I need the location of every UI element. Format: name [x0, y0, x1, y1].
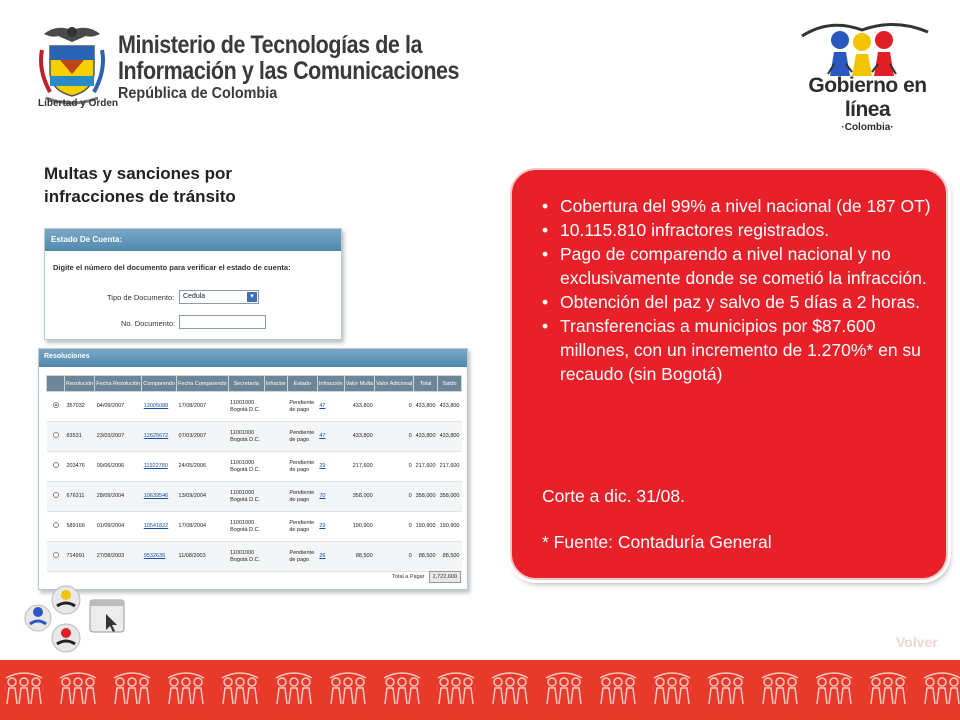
cell-fecha-comparendo: 17/08/2007: [177, 392, 229, 422]
cell-infractor: [264, 452, 287, 482]
cell-fecha-comparendo: 13/09/2004: [177, 482, 229, 512]
cell-valor-multa: 190,900: [344, 512, 374, 542]
no-documento-input[interactable]: [179, 315, 266, 329]
cell-estado: Pendiente de pago: [287, 392, 317, 422]
cell-comparendo-link[interactable]: 13005088: [142, 392, 177, 422]
cell-estado: Pendiente de pago: [287, 512, 317, 542]
row-radio[interactable]: [53, 432, 59, 438]
table-row[interactable]: [47, 422, 462, 452]
row-radio[interactable]: [53, 492, 59, 498]
cell-resolucion: 203476: [65, 452, 95, 482]
gel-line1: Gobierno en línea: [808, 74, 927, 121]
no-documento-label: No. Documento:: [121, 319, 176, 328]
resoluciones-table: [46, 375, 462, 572]
tipo-documento-select[interactable]: [179, 290, 259, 304]
highlights-list: [542, 194, 937, 386]
total-a-pagar: [392, 571, 461, 583]
column-header: Saldo: [438, 376, 462, 392]
cell-total: 88,500: [414, 542, 438, 572]
column-header: Valor Adicional: [375, 376, 414, 392]
total-value: 1,722,600: [429, 571, 461, 583]
cell-saldo: 88,500: [438, 542, 462, 572]
cell-valor-multa: 358,000: [344, 482, 374, 512]
cell-estado: Pendiente de pago: [287, 452, 317, 482]
row-radio[interactable]: [53, 462, 59, 468]
cell-valor-adicional: 0: [375, 392, 414, 422]
citizen-red-icon: [52, 624, 80, 652]
cell-valor-adicional: 0: [375, 452, 414, 482]
gobierno-en-linea-text: [800, 74, 935, 133]
cell-resolucion: 589166: [65, 512, 95, 542]
cell-comparendo-link[interactable]: 12625672: [142, 422, 177, 452]
cell-valor-multa: 217,600: [344, 452, 374, 482]
row-radio[interactable]: [53, 552, 59, 558]
column-header: Total: [414, 376, 438, 392]
table-row[interactable]: [47, 392, 462, 422]
estado-panel-header: Estado De Cuenta:: [45, 229, 341, 251]
cell-saldo: 217,600: [438, 452, 462, 482]
cell-comparendo-link[interactable]: 11922780: [142, 452, 177, 482]
volver-link[interactable]: Volver: [896, 634, 938, 650]
cell-secretaria: 11001000 Bogotá D.C.: [228, 482, 264, 512]
cell-valor-multa: 433,800: [344, 392, 374, 422]
column-header: Infractor: [264, 376, 287, 392]
cell-infraccion-link[interactable]: 29: [317, 512, 344, 542]
chevron-down-icon[interactable]: ▾: [247, 292, 257, 302]
cell-fecha-comparendo: 11/08/2003: [177, 542, 229, 572]
cell-fecha-resolucion: 01/09/2004: [95, 512, 142, 542]
cell-infractor: [264, 422, 287, 452]
cell-secretaria: 11001000 Bogotá D.C.: [228, 392, 264, 422]
cell-infraccion-link[interactable]: 26: [317, 542, 344, 572]
cell-fecha-resolucion: 09/06/2006: [95, 452, 142, 482]
cell-secretaria: 11001000 Bogotá D.C.: [228, 452, 264, 482]
table-row[interactable]: [47, 482, 462, 512]
cell-comparendo-link[interactable]: 9532636: [142, 542, 177, 572]
cell-fecha-comparendo: 07/03/2007: [177, 422, 229, 452]
page-title: [44, 162, 236, 208]
cell-saldo: 190,900: [438, 512, 462, 542]
cell-saldo: 358,000: [438, 482, 462, 512]
cell-saldo: 433,800: [438, 422, 462, 452]
column-header: Fecha Comparendo: [177, 376, 229, 392]
citizen-yellow-icon: [52, 586, 80, 614]
cell-secretaria: 11001000 Bogotá D.C.: [228, 512, 264, 542]
cell-valor-adicional: 0: [375, 512, 414, 542]
resoluciones-panel: [38, 348, 468, 590]
cell-estado: Pendiente de pago: [287, 542, 317, 572]
cell-fecha-resolucion: 23/03/2007: [95, 422, 142, 452]
highlight-item: • Obtención del paz y salvo de 5 días a 2 horas.: [542, 290, 937, 314]
source-note: * Fuente: Contaduría General: [542, 532, 772, 552]
resoluciones-header: Resoluciones: [39, 349, 467, 367]
page-title-line1: Multas y sanciones por: [44, 164, 232, 183]
cell-total: 433,800: [414, 422, 438, 452]
total-label: Total a Pagar: [392, 574, 425, 580]
ministry-title: [118, 32, 515, 104]
ministry-line1: Ministerio de Tecnologías de la: [118, 31, 423, 59]
citizen-blue-icon: [25, 605, 51, 631]
cell-total: 358,000: [414, 482, 438, 512]
cell-total: 190,900: [414, 512, 438, 542]
cell-total: 433,800: [414, 392, 438, 422]
cell-infraccion-link[interactable]: 47: [317, 422, 344, 452]
highlight-item: • 10.115.810 infractores registrados.: [542, 218, 937, 242]
table-row[interactable]: [47, 542, 462, 572]
cell-infractor: [264, 482, 287, 512]
cell-resolucion: 676311: [65, 482, 95, 512]
cell-secretaria: 11001000 Bogotá D.C.: [228, 542, 264, 572]
cell-infraccion-link[interactable]: 47: [317, 392, 344, 422]
cell-estado: Pendiente de pago: [287, 422, 317, 452]
cell-comparendo-link[interactable]: 10639546: [142, 482, 177, 512]
table-header-row: [47, 376, 462, 392]
tipo-documento-label: Tipo de Documento:: [107, 293, 175, 302]
table-row[interactable]: [47, 452, 462, 482]
cell-infractor: [264, 542, 287, 572]
cell-saldo: 433,800: [438, 392, 462, 422]
footer-people-pattern: [0, 660, 960, 720]
highlight-item: • Cobertura del 99% a nivel nacional (de 187 OT): [542, 194, 937, 218]
cell-fecha-comparendo: 17/08/2004: [177, 512, 229, 542]
cell-valor-multa: 433,800: [344, 422, 374, 452]
table-row[interactable]: [47, 512, 462, 542]
row-radio[interactable]: [53, 522, 59, 528]
column-header: Valor Multa: [344, 376, 374, 392]
cell-resolucion: 357032: [65, 392, 95, 422]
cell-infractor: [264, 512, 287, 542]
estado-instruction: Digite el número del documento para verificar el estado de cuenta:: [53, 263, 291, 272]
column-header: Resolución: [65, 376, 95, 392]
column-header: Secretaría: [228, 376, 264, 392]
cell-fecha-resolucion: 27/08/2003: [95, 542, 142, 572]
cell-total: 217,600: [414, 452, 438, 482]
cell-infraccion-link[interactable]: 70: [317, 482, 344, 512]
cell-infraccion-link[interactable]: 29: [317, 452, 344, 482]
row-radio[interactable]: [53, 402, 59, 408]
cell-infractor: [264, 392, 287, 422]
cell-secretaria: 11001000 Bogotá D.C.: [228, 422, 264, 452]
cell-fecha-resolucion: 28/09/2004: [95, 482, 142, 512]
highlight-item: • Pago de comparendo a nivel nacional y no exclusivamente donde se cometió la infracción.: [542, 242, 937, 290]
estado-de-cuenta-panel: [44, 228, 342, 340]
column-header: Infracción: [317, 376, 344, 392]
cell-comparendo-link[interactable]: 10541822: [142, 512, 177, 542]
highlights-box: [510, 168, 948, 580]
cut-note: Corte a dic. 31/08.: [542, 486, 685, 506]
column-header: Fecha Resolución: [95, 376, 142, 392]
cell-valor-multa: 88,500: [344, 542, 374, 572]
gel-line2: ·Colombia·: [841, 122, 894, 133]
ministry-line3: República de Colombia: [118, 85, 278, 102]
citizen-service-icons: [22, 584, 132, 656]
cell-estado: Pendiente de pago: [287, 482, 317, 512]
cell-fecha-comparendo: 24/05/2006: [177, 452, 229, 482]
page-title-line2: infracciones de tránsito: [44, 187, 236, 206]
cell-fecha-resolucion: 04/09/2007: [95, 392, 142, 422]
column-header: Estado: [287, 376, 317, 392]
column-header: [47, 376, 65, 392]
tipo-documento-value: Cedula: [183, 293, 206, 300]
cell-valor-adicional: 0: [375, 482, 414, 512]
highlight-item: • Transferencias a municipios por $87.600 millones, con un incremento de 1.270%* en su recaudo (sin Bogotá): [542, 314, 937, 386]
cell-resolucion: 83531: [65, 422, 95, 452]
web-click-icon: [90, 600, 124, 632]
column-header: Comparendo: [142, 376, 177, 392]
cell-valor-adicional: 0: [375, 422, 414, 452]
cell-valor-adicional: 0: [375, 542, 414, 572]
motto: Libertad y Orden: [38, 98, 119, 109]
ministry-line2: Información y las Comunicaciones: [118, 57, 460, 85]
cell-resolucion: 714991: [65, 542, 95, 572]
